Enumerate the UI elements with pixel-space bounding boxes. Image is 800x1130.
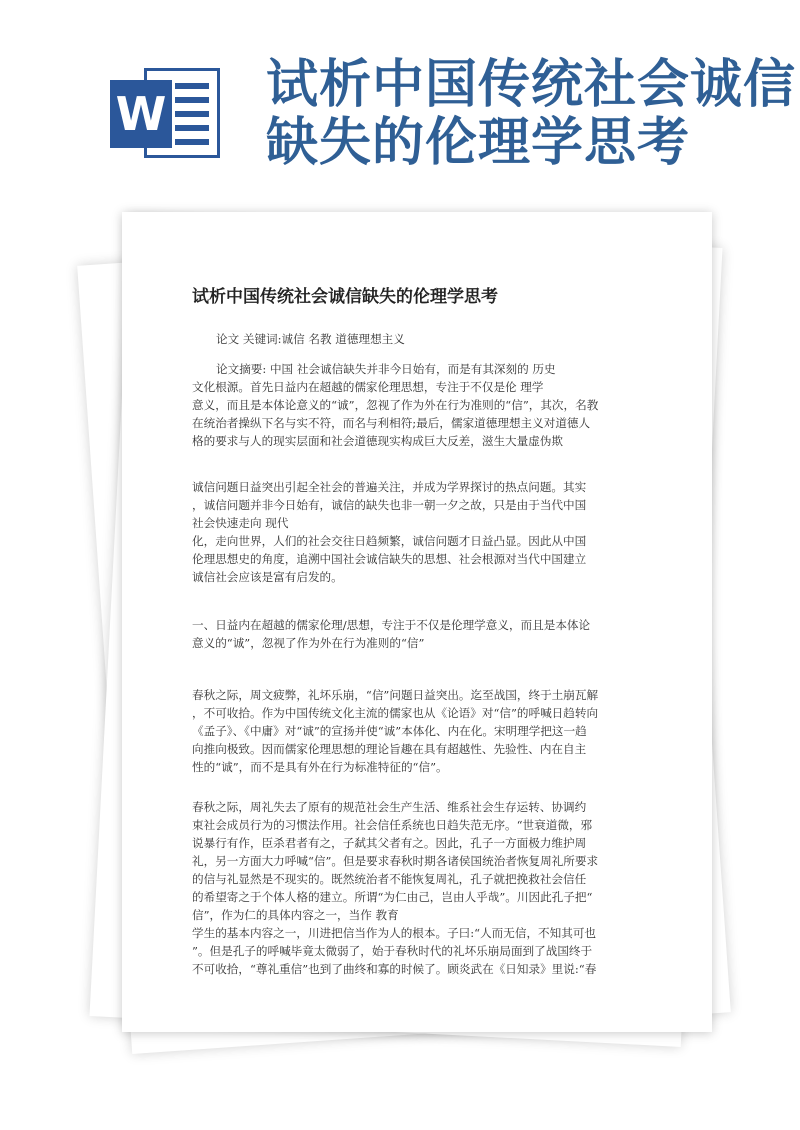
header-title-line-1: 试析中国传统社会诚信 (266, 55, 797, 115)
keywords-line: 论文 关键词:诚信 名教 道德理想主义 (216, 332, 405, 346)
paragraph-line: 束社会成员行为的习惯法作用。社会信任系统也日趋失范无序。“世衰道微，邪 (192, 818, 593, 832)
paragraph-line: ，诚信问题并非今日始有，诚信的缺失也非一朝一夕之故，只是由于当代中国 (192, 498, 587, 512)
abstract-line: 文化根源。首先日益内在超越的儒家伦理思想，专注于不仅是伦 理学 (192, 380, 544, 394)
paragraph-line: ，不可收拾。作为中国传统文化主流的儒家也从《论语》对“信”的呼喊日趋转向 (192, 706, 599, 720)
paragraph-line: 的信与礼显然是不现实的。既然统治者不能恢复周礼，孔子就把挽救社会信任 (192, 872, 587, 886)
paragraph-line: 伦理思想史的角度，追溯中国社会诚信缺失的思想、社会根源对当代中国建立 (192, 552, 587, 566)
paragraph-line: 《孟子》、《中庸》对“诚”的宣扬并使“诚”本体化、内在化。宋明理学把这一趋 (192, 724, 587, 738)
paragraph-line: 信”，作为仁的具体内容之一，当作 教育 (192, 908, 399, 922)
keywords (192, 330, 700, 348)
paragraph-line: 春秋之际，周文疲弊，礼坏乐崩，“信”问题日益突出。迄至战国，终于土崩瓦解 (192, 688, 599, 702)
paragraph-line: 说暴行有作，臣杀君者有之，子弑其父者有之。因此，孔子一方面极力维护周 (192, 836, 587, 850)
paragraph-line: 社会快速走向 现代 (192, 516, 289, 530)
paragraph-line: 化，走向世界，人们的社会交往日趋频繁，诚信问题才日益凸显。因此从中国 (192, 534, 587, 548)
paragraph-2 (192, 686, 700, 776)
paragraph-line: 向推向极致。因而儒家伦理思想的理论旨趣在具有超越性、先验性、内在自主 (192, 742, 587, 756)
header-title (266, 55, 797, 173)
word-letter-badge: W (110, 80, 172, 148)
paragraph-line: 礼，另一方面大力呼喊“信”。但是要求春秋时期各诸侯国统治者恢复周礼所要求 (192, 854, 599, 868)
paragraph-line: 的希望寄之于个体人格的建立。所谓“为仁由己，岂由人乎哉”。川因此孔子把“ (192, 890, 593, 904)
document-title: 试析中国传统社会诚信缺失的伦理学思考 (192, 287, 498, 307)
abstract-line: 在统治者操纵下名与实不符，而名与利相符;最后，儒家道德理想主义对道德人 (192, 416, 591, 430)
paragraph-line: 春秋之际，周礼失去了原有的规范社会生产生活、维系社会生存运转、协调约 (192, 800, 587, 814)
paragraph-line: 诚信问题日益突出引起全社会的普遍关注，并成为学界探讨的热点问题。其实 (192, 480, 587, 494)
abstract-line: 论文摘要: 中国 社会诚信缺失并非今日始有，而是有其深刻的 历史 (216, 362, 556, 376)
paragraph-line: 性的“诚”，而不是具有外在行为标准特征的“信”。 (192, 760, 448, 774)
paragraph-intro (192, 478, 700, 586)
paragraph-line: 诚信社会应该是富有启发的。 (192, 570, 343, 584)
document-page (122, 212, 712, 1032)
section-heading-1 (192, 616, 700, 652)
word-logo (110, 60, 220, 165)
section-heading-line: 意义的“诚”，忽视了作为外在行为准则的“信” (192, 636, 425, 650)
abstract-line: 意义，而且是本体论意义的“诚”，忽视了作为外在行为准则的“信”，其次，名教 (192, 398, 599, 412)
section-heading-line: 一、日益内在超越的儒家伦理/思想，专注于不仅是伦理学意义，而且是本体论 (192, 618, 591, 632)
header-title-line-2: 缺失的伦理学思考 (266, 113, 691, 173)
paragraph-line: 学生的基本内容之一，川进把信当作为人的根本。子曰:“人而无信，不知其可也 (192, 926, 597, 940)
abstract-line: 格的要求与人的现实层面和社会道德现实构成巨大反差，滋生大量虚伪欺 (192, 434, 564, 448)
paragraph-line: 不可收拾，“尊礼重信”也到了曲终和寡的时候了。顾炎武在《日知录》里说:“春 (192, 962, 597, 976)
paragraph-3 (192, 798, 700, 978)
paragraph-line: ”。但是孔子的呼喊毕竟太微弱了，始于春秋时代的礼坏乐崩局面到了战国终于 (192, 944, 593, 958)
abstract (192, 360, 700, 450)
